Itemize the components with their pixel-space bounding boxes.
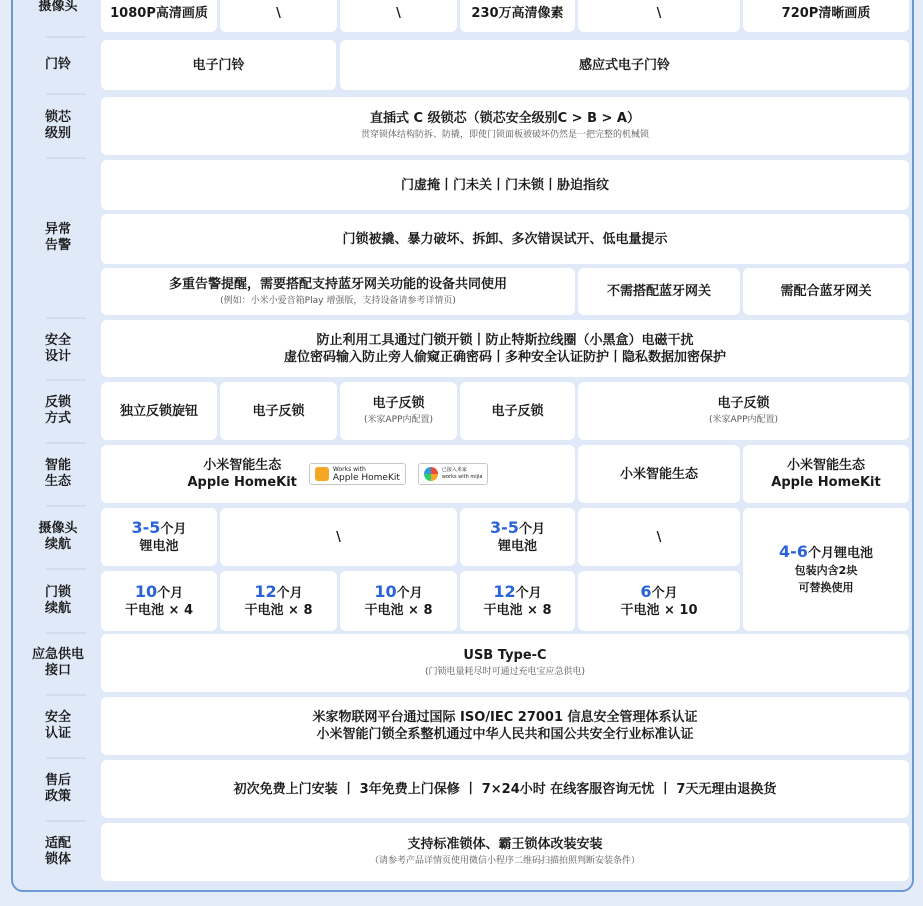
camera-battery-cell xyxy=(460,508,575,566)
label-smart-eco xyxy=(22,445,94,503)
cell-text: \ xyxy=(656,5,662,21)
label-text: 门铃 xyxy=(44,57,71,72)
homekit-badge xyxy=(309,463,406,485)
homekit-icon xyxy=(315,467,329,481)
camera-cell xyxy=(340,0,457,32)
alarm-cell xyxy=(101,160,909,210)
battery-number: 12 xyxy=(493,582,516,601)
feedback-cell xyxy=(101,382,217,440)
alarm-line1: 门虚掩丨门未关丨门未锁丨胁迫指纹 xyxy=(400,177,609,193)
cert-line1: 米家物联网平台通过国际 ISO/IEC 27001 信息安全管理体系认证 xyxy=(312,710,698,725)
battery-sub: 干电池 × 8 xyxy=(244,603,313,618)
cell-text: Apple HomeKit xyxy=(771,475,881,490)
cell-text: \ xyxy=(656,529,662,545)
cell-text: 小米智能生态 xyxy=(619,466,698,482)
battery-sub: 干电池 × 10 xyxy=(620,603,698,618)
battery-sub: 可替换使用 xyxy=(798,581,854,594)
cell-text: 电子门铃 xyxy=(192,57,245,73)
alarm-cell xyxy=(743,268,909,315)
row-divider xyxy=(46,157,86,159)
lock-battery-cell xyxy=(220,571,337,631)
battery-sub: 锂电池 xyxy=(139,539,179,554)
label-text: 售后 政策 xyxy=(44,773,71,804)
camera-battery-cell xyxy=(220,508,457,566)
row-divider xyxy=(46,694,86,696)
feedback-cell xyxy=(340,382,457,440)
row-divider xyxy=(46,317,86,319)
battery-number: 3-5 xyxy=(131,518,161,537)
cell-text: \ xyxy=(396,5,401,21)
battery-number: 6 xyxy=(640,582,652,601)
cert-line2: 小米智能门锁全系整机通过中华人民共和国公共安全行业标准认证 xyxy=(316,727,694,742)
label-text: 门锁 续航 xyxy=(44,585,71,616)
cell-text: \ xyxy=(336,529,341,545)
label-text: 反锁 方式 xyxy=(44,395,71,426)
row-divider xyxy=(46,442,86,444)
lock-battery-cell xyxy=(460,571,575,631)
lock-core-sub: 贯穿锁体结构防拆、防撬，即使门锁面板被破坏仍然是一把完整的机械锁 xyxy=(360,130,649,140)
cell-text: Apple HomeKit xyxy=(187,475,297,490)
label-text: 应急供电 接口 xyxy=(31,647,84,678)
label-security-design xyxy=(22,320,94,377)
label-feedback xyxy=(22,382,94,440)
lock-body-main: 支持标准锁体、霸王锁体改装安装 xyxy=(407,837,603,852)
mijia-badge-text xyxy=(442,467,483,481)
cell-text: 720P清晰画质 xyxy=(781,5,871,21)
alarm-multi-main: 多重告警提醒，需要搭配支持蓝牙网关功能的设备共同使用 xyxy=(168,276,507,292)
battery-unit: 个月 xyxy=(157,586,184,601)
lock-battery-cell xyxy=(578,571,740,631)
cell-text: 230万高清像素 xyxy=(471,5,564,21)
emergency-sub: (门锁电量耗尽时可通过充电宝应急供电) xyxy=(424,667,586,677)
label-text: 适配 锁体 xyxy=(44,836,71,867)
label-security-cert xyxy=(22,697,94,755)
camera-battery-cell xyxy=(578,508,740,566)
row-divider xyxy=(46,36,86,38)
label-after-sales xyxy=(22,760,94,818)
camera-cell xyxy=(460,0,575,32)
camera-cell xyxy=(101,0,217,32)
badge-text: Apple HomeKit xyxy=(332,473,400,483)
security-design-line1: 防止利用工具通过门锁开锁丨防止特斯拉线圈（小黑盒）电磁干扰 xyxy=(316,332,694,348)
battery-unit: 个月 xyxy=(276,586,303,601)
alarm-line2: 门锁被撬、暴力破坏、拆卸、多次错误试开、低电量提示 xyxy=(342,231,668,247)
battery-sub: 干电池 × 8 xyxy=(364,603,433,618)
row-divider xyxy=(46,757,86,759)
feedback-cell xyxy=(460,382,575,440)
battery-number: 12 xyxy=(254,582,277,601)
row-divider xyxy=(46,568,86,570)
cell-text: 小米智能生态 xyxy=(786,458,865,473)
label-text: 摄像头 xyxy=(38,0,78,14)
cell-text: 独立反锁旋钮 xyxy=(119,403,198,419)
lock-core-cell xyxy=(101,97,909,155)
feedback-cell xyxy=(220,382,337,440)
eco-cell xyxy=(743,445,909,503)
battery-sub: 锂电池 xyxy=(497,539,537,554)
feedback-cell xyxy=(578,382,909,440)
cell-text: 电子反锁 xyxy=(372,396,425,411)
battery-number: 10 xyxy=(374,582,397,601)
security-design-line2: 虚位密码输入防止旁人偷窥正确密码丨多种安全认证防护丨隐私数据加密保护 xyxy=(283,349,726,365)
camera-cell xyxy=(578,0,740,32)
lock-battery-cell xyxy=(101,571,217,631)
alarm-cell xyxy=(101,214,909,264)
after-sales-cell xyxy=(101,760,909,818)
alarm-need-gateway: 需配合蓝牙网关 xyxy=(780,284,872,299)
label-camera xyxy=(22,0,94,14)
battery-number: 4-6 xyxy=(779,542,808,561)
cell-text: 电子反锁 xyxy=(491,403,544,419)
cell-sub: (米家APP内配置) xyxy=(708,415,779,425)
emergency-cell xyxy=(101,634,909,692)
label-text: 安全 认证 xyxy=(44,710,71,741)
label-camera-battery xyxy=(22,508,94,566)
battery-sub: 干电池 × 4 xyxy=(125,603,193,618)
camera-cell xyxy=(743,0,909,32)
label-doorbell xyxy=(22,40,94,90)
label-text: 锁芯 级别 xyxy=(44,110,71,141)
label-lock-core xyxy=(22,97,94,155)
homekit-badge-text xyxy=(333,465,400,483)
battery-unit: 个月 xyxy=(396,586,423,601)
alarm-no-gateway: 不需搭配蓝牙网关 xyxy=(606,284,711,299)
battery-unit: 个月 xyxy=(160,522,187,537)
battery-unit: 个月锂电池 xyxy=(807,546,873,561)
eco-cell xyxy=(101,445,575,503)
label-lock-body xyxy=(22,823,94,881)
battery-sub: 干电池 × 8 xyxy=(483,603,552,618)
label-emergency-port xyxy=(22,634,94,692)
eco-text-group xyxy=(188,457,297,491)
lock-body-sub: （请参考产品详情页使用微信小程序二维码扫描拍照判断安装条件） xyxy=(369,856,640,866)
battery-sub: 包装内含2块 xyxy=(794,564,858,577)
alarm-multi-sub: (例如：小米小爱音箱Play 增强版，支持设备请参考详情页) xyxy=(220,295,456,306)
lock-core-main: 直插式 C 级锁芯（锁芯安全级别C > B > A） xyxy=(370,111,640,126)
badge-text: works with mijia xyxy=(441,474,483,480)
label-text: 智能 生态 xyxy=(44,458,71,489)
label-text: 异常 告警 xyxy=(44,221,71,253)
alarm-cell xyxy=(578,268,740,315)
cell-text: 电子反锁 xyxy=(717,396,770,411)
battery-unit: 个月 xyxy=(515,586,542,601)
row-divider xyxy=(46,93,86,95)
battery-unit: 个月 xyxy=(518,522,545,537)
camera-battery-merged-cell xyxy=(743,508,909,631)
alarm-cell xyxy=(101,268,575,315)
lock-body-cell xyxy=(101,823,909,881)
cert-cell xyxy=(101,697,909,755)
cell-text: \ xyxy=(276,5,281,21)
label-lock-battery xyxy=(22,571,94,631)
label-text: 安全 设计 xyxy=(44,332,71,364)
camera-cell xyxy=(220,0,337,32)
after-sales-text: 初次免费上门安装 丨 3年免费上门保修 丨 7×24小时 在线客服咨询无忧 丨 7天无理由退换货 xyxy=(233,781,777,797)
emergency-main: USB Type-C xyxy=(463,648,547,663)
doorbell-cell xyxy=(340,40,909,90)
battery-unit: 个月 xyxy=(651,586,678,601)
doorbell-cell xyxy=(101,40,336,90)
row-divider xyxy=(46,820,86,822)
cell-text: 感应式电子门铃 xyxy=(578,57,670,73)
cell-sub: (米家APP内配置) xyxy=(363,415,434,425)
label-alarm xyxy=(22,160,94,315)
badge-small-text: Works with xyxy=(332,466,366,473)
security-design-cell xyxy=(101,320,909,377)
battery-number: 10 xyxy=(134,582,158,601)
mijia-icon xyxy=(424,467,438,481)
row-divider xyxy=(46,505,86,507)
label-text: 摄像头 续航 xyxy=(38,521,78,552)
eco-cell xyxy=(578,445,740,503)
cell-text: 1080P高清画质 xyxy=(110,5,208,21)
row-divider xyxy=(46,632,86,634)
battery-number: 3-5 xyxy=(490,518,519,537)
cell-text: 小米智能生态 xyxy=(203,458,282,473)
row-divider xyxy=(46,379,86,381)
cell-text: 电子反锁 xyxy=(252,403,305,419)
lock-battery-cell xyxy=(340,571,457,631)
badge-small-text: 已接入米家 xyxy=(441,467,467,473)
camera-battery-cell xyxy=(101,508,217,566)
mijia-badge xyxy=(418,463,489,485)
